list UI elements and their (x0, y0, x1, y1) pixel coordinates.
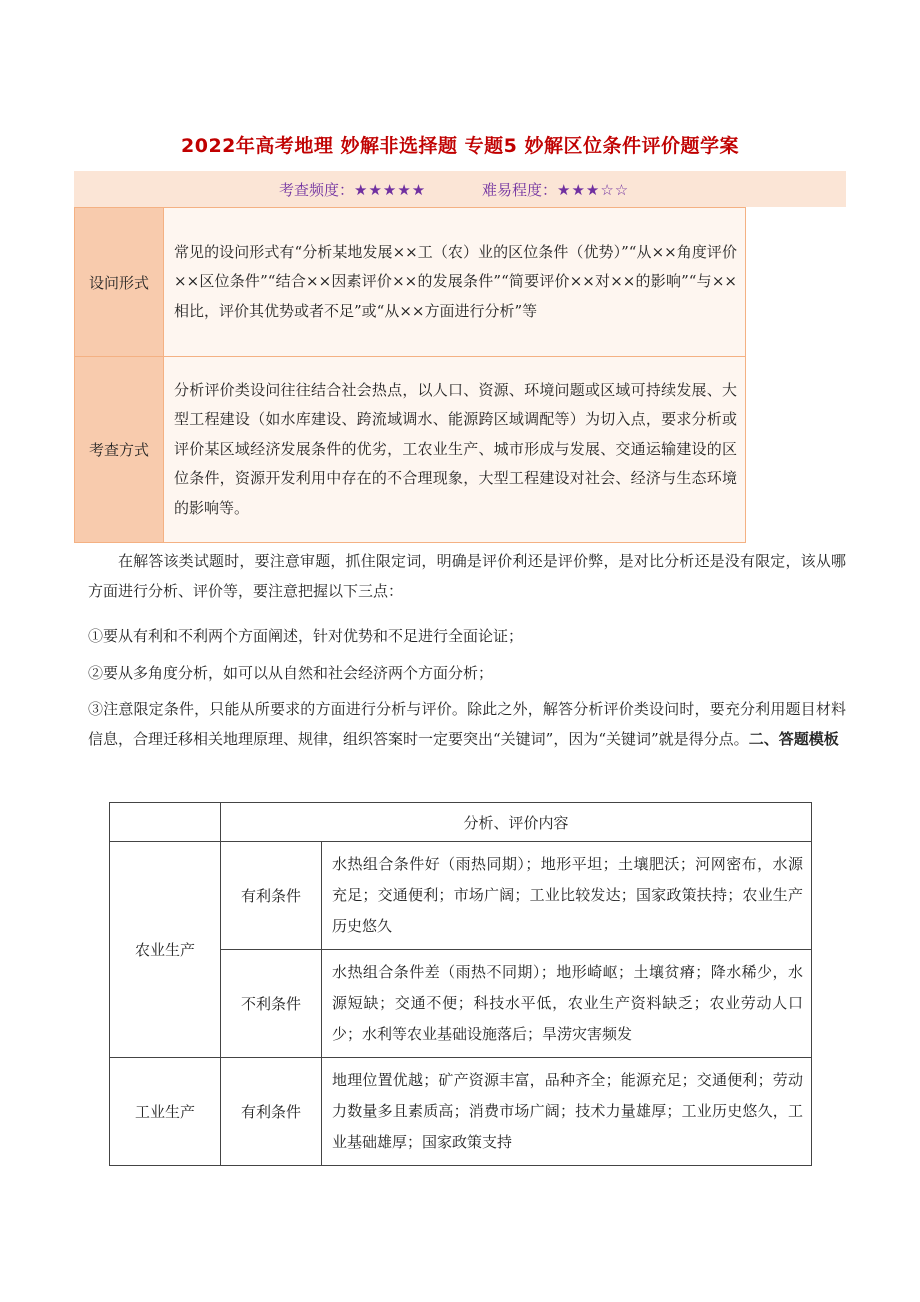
table-row (75, 208, 746, 357)
condition-label: 有利条件 (221, 842, 322, 950)
table-row (75, 357, 746, 543)
point-1: ①要从有利和不利两个方面阐述，针对优势和不足进行全面论证； (88, 627, 524, 645)
answer-template-table (109, 802, 812, 1166)
row-label: 考查方式 (75, 357, 164, 543)
point-3 (88, 694, 846, 754)
category-cell: 农业生产 (110, 842, 221, 1058)
frequency-rating (279, 179, 426, 200)
condition-label: 不利条件 (221, 950, 322, 1058)
difficulty-label: 难易程度： (482, 181, 558, 199)
row-content: 常见的设问形式有“分析某地发展××工（农）业的区位条件（优势）”“从××角度评价××区位条件”“结合××因素评价××的发展条件”“简要评价××对××的影响”“与××相比，评价其优势或者不足”或“从××方面进行分析”等 (164, 208, 746, 357)
row-content: 分析评价类设问往往结合社会热点，以人口、资源、环境问题或区域可持续发展、大型工程建设（如水库建设、跨流域调水、能源跨区域调配等）为切入点，要求分析或评价某区域经济发展条件的优劣，工农业生产、城市形成与发展、交通运输建设的区位条件，资源开发利用中存在的不合理现象，大型工程建设对社会、经济与生态环境的影响等。 (164, 357, 746, 543)
difficulty-rating (482, 179, 629, 200)
question-format-table (74, 207, 746, 543)
point-2: ②要从多角度分析，如可以从自然和社会经济两个方面分析； (88, 664, 494, 682)
table-header-row (110, 803, 812, 842)
difficulty-stars-icon: ★★★☆☆ (557, 181, 630, 199)
table-row (110, 1058, 812, 1166)
condition-content: 水热组合条件差（雨热不同期）；地形崎岖；土壤贫瘠；降水稀少，水源短缺；交通不便；科技水平低，农业生产资料缺乏；农业劳动人口少；水利等农业基础设施落后；旱涝灾害频发 (322, 950, 812, 1058)
difficulty-bar (74, 171, 846, 207)
page-title: 2022年高考地理 妙解非选择题 专题5 妙解区位条件评价题学案 (181, 135, 739, 157)
point-3-text: ③注意限定条件，只能从所要求的方面进行分析与评价。除此之外，解答分析评价类设问时，要充分利用题目材料信息，合理迁移相关地理原理、规律，组织答案时一定要突出“关键词”，因为“关键词”就是得分点。 (88, 700, 846, 748)
frequency-label: 考查频度： (279, 181, 355, 199)
row-label: 设问形式 (75, 208, 164, 357)
condition-content: 地理位置优越；矿产资源丰富，品种齐全；能源充足；交通便利；劳动力数量多且素质高；消费市场广阔；技术力量雄厚；工业历史悠久，工业基础雄厚；国家政策支持 (322, 1058, 812, 1166)
section-heading: 二、答题模板 (748, 730, 839, 748)
category-cell: 工业生产 (110, 1058, 221, 1166)
table-row (110, 842, 812, 950)
condition-content: 水热组合条件好（雨热同期）；地形平坦；土壤肥沃；河网密布，水源充足；交通便利；市场广阔；工业比较发达；国家政策扶持；农业生产历史悠久 (322, 842, 812, 950)
header-empty-cell (110, 803, 221, 842)
frequency-stars-icon: ★★★★★ (354, 181, 427, 199)
header-cell: 分析、评价内容 (221, 803, 812, 842)
condition-label: 有利条件 (221, 1058, 322, 1166)
intro-paragraph: 在解答该类试题时，要注意审题，抓住限定词，明确是评价利还是评价弊，是对比分析还是没有限定，该从哪方面进行分析、评价等，要注意把握以下三点： (88, 552, 846, 600)
